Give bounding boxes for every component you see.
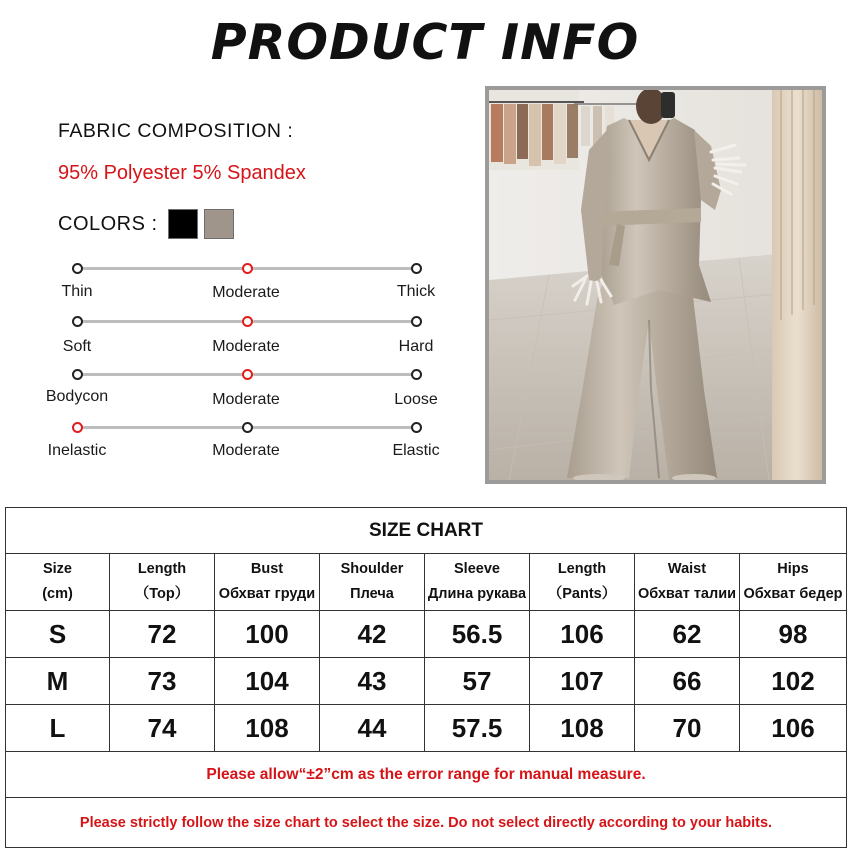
table-cell: 106 [530, 611, 635, 658]
table-row [6, 705, 847, 752]
table-cell: 44 [320, 705, 425, 752]
scale-label: Inelastic [47, 442, 107, 459]
scale-label: Thick [396, 283, 436, 300]
size-chart-table [5, 507, 847, 848]
softness-scale [40, 315, 460, 365]
table-cell: 74 [110, 705, 215, 752]
header-row [6, 554, 847, 611]
table-cell: 66 [635, 658, 740, 705]
scale-dot [72, 369, 83, 380]
scale-dot [72, 316, 83, 327]
fit-scale [40, 368, 460, 418]
table-cell: L [6, 705, 110, 752]
header-cell: Hips Обхват бедер [740, 554, 847, 611]
header-cell: Length （Pants） [530, 554, 635, 611]
scale-dot [242, 263, 253, 274]
table-cell: 43 [320, 658, 425, 705]
color-swatch-black[interactable] [168, 209, 198, 239]
product-photo[interactable] [489, 90, 822, 480]
colors-label: COLORS : [58, 213, 158, 235]
scale-label: Hard [398, 338, 434, 355]
scale-label: Soft [62, 338, 92, 355]
table-cell: 42 [320, 611, 425, 658]
header-cell: Length （Top） [110, 554, 215, 611]
scale-label: Moderate [212, 391, 280, 408]
header-cell: Size (cm) [6, 554, 110, 611]
size-selection-note: Please strictly follow the size chart to select the size. Do not select directly according to your habits. [6, 798, 847, 848]
measurement-error-note: Please allow“±2”cm as the error range for manual measure. [6, 752, 847, 798]
scale-dot [411, 316, 422, 327]
scale-label: Thin [61, 283, 93, 300]
fabric-composition-label: FABRIC COMPOSITION : [58, 120, 294, 142]
table-cell: 57 [425, 658, 530, 705]
scale-label: Bodycon [45, 388, 109, 405]
scale-dot [411, 422, 422, 433]
scale-dot [242, 422, 253, 433]
table-cell: 108 [530, 705, 635, 752]
table-cell: 72 [110, 611, 215, 658]
header-cell: Shoulder Плеча [320, 554, 425, 611]
table-cell: 70 [635, 705, 740, 752]
header-cell: Waist Обхват талии [635, 554, 740, 611]
note-row [6, 752, 847, 798]
table-cell: 98 [740, 611, 847, 658]
table-cell: S [6, 611, 110, 658]
elasticity-scale [40, 421, 460, 471]
scale-label: Loose [394, 391, 438, 408]
scale-dot [72, 422, 83, 433]
fabric-composition-value: 95% Polyester 5% Spandex [58, 162, 306, 184]
table-cell: 100 [215, 611, 320, 658]
table-cell: M [6, 658, 110, 705]
scale-dot [411, 263, 422, 274]
scale-dot [242, 369, 253, 380]
product-photo-frame [485, 86, 826, 484]
table-cell: 73 [110, 658, 215, 705]
scale-dot [72, 263, 83, 274]
header-cell: Bust Обхват груди [215, 554, 320, 611]
scale-label: Elastic [392, 442, 440, 459]
table-cell: 102 [740, 658, 847, 705]
table-cell: 104 [215, 658, 320, 705]
size-chart-title: SIZE CHART [6, 508, 847, 554]
thickness-scale [40, 262, 460, 312]
color-swatch-khaki[interactable] [204, 209, 234, 239]
table-cell: 106 [740, 705, 847, 752]
scale-dot [411, 369, 422, 380]
note-row [6, 798, 847, 848]
table-row [6, 611, 847, 658]
model-illustration [489, 90, 822, 480]
table-cell: 107 [530, 658, 635, 705]
table-row [6, 658, 847, 705]
table-cell: 56.5 [425, 611, 530, 658]
table-cell: 62 [635, 611, 740, 658]
scale-label: Moderate [212, 442, 280, 459]
scale-label: Moderate [212, 338, 280, 355]
scale-dot [242, 316, 253, 327]
table-cell: 108 [215, 705, 320, 752]
scale-label: Moderate [212, 284, 280, 301]
header-cell: Sleeve Длина рукава [425, 554, 530, 611]
page-title: PRODUCT INFO [210, 14, 640, 71]
table-cell: 57.5 [425, 705, 530, 752]
